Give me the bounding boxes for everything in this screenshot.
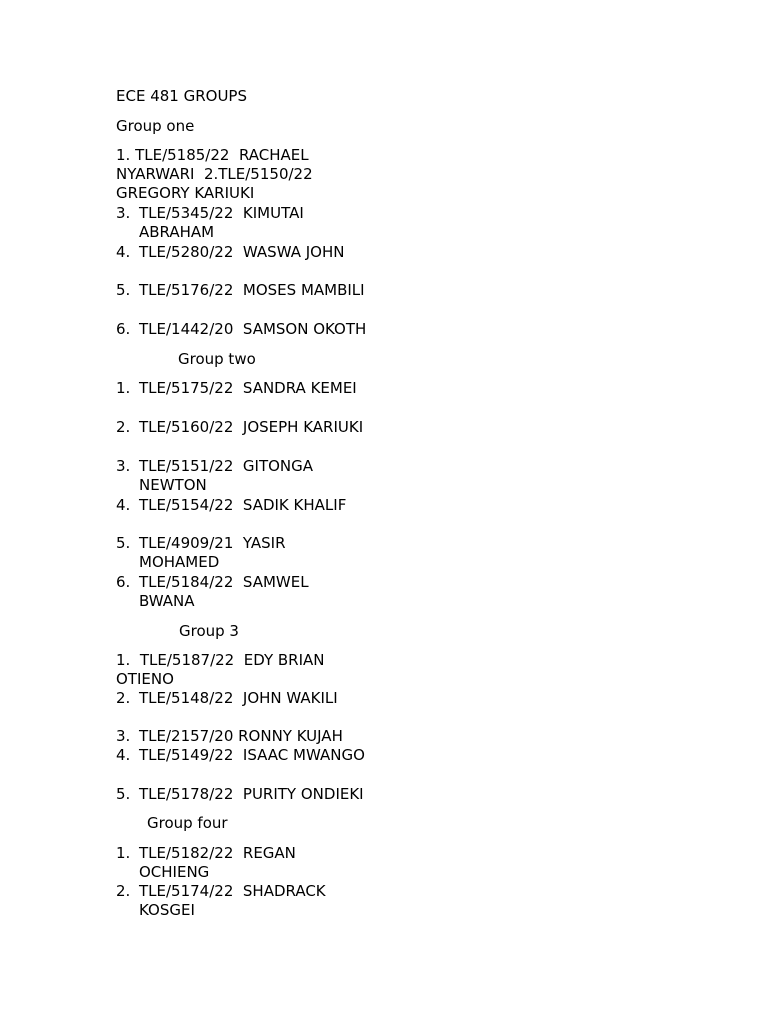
list-item-number: 4.: [116, 746, 131, 764]
list-item: TLE/5148/22 JOHN WAKILI: [139, 689, 338, 707]
list-item-number: 1.: [116, 844, 131, 862]
list-item: TLE/5176/22 MOSES MAMBILI: [139, 281, 365, 299]
list-item-continuation: MOHAMED: [139, 553, 220, 571]
list-item: TLE/5178/22 PURITY ONDIEKI: [139, 785, 364, 803]
list-item-number: 2.: [116, 689, 131, 707]
list-item-continuation: NEWTON: [139, 476, 207, 494]
list-item-number: 4.: [116, 243, 131, 261]
list-item: TLE/5184/22 SAMWEL: [139, 573, 309, 591]
list-item: TLE/5160/22 JOSEPH KARIUKI: [139, 418, 364, 436]
group-one-para-line-3: GREGORY KARIUKI: [116, 184, 255, 202]
group-one-para-line-2: NYARWARI 2.TLE/5150/22: [116, 165, 313, 183]
list-item-continuation: BWANA: [139, 592, 195, 610]
list-item-number: 3.: [116, 457, 131, 475]
list-item-number: 2.: [116, 882, 131, 900]
group-three-heading: Group 3: [179, 622, 239, 640]
list-item-number: 6.: [116, 320, 131, 338]
group-three-para-line-2: OTIENO: [116, 670, 174, 688]
list-item: TLE/1442/20 SAMSON OKOTH: [139, 320, 367, 338]
list-item-number: 5.: [116, 785, 131, 803]
list-item: TLE/2157/20 RONNY KUJAH: [139, 727, 343, 745]
group-three-para-line-1: 1. TLE/5187/22 EDY BRIAN: [116, 651, 325, 669]
list-item: TLE/5149/22 ISAAC MWANGO: [139, 746, 365, 764]
list-item-number: 2.: [116, 418, 131, 436]
group-one-heading: Group one: [116, 117, 195, 135]
list-item-number: 5.: [116, 281, 131, 299]
group-one-para-line-1: 1. TLE/5185/22 RACHAEL: [116, 146, 309, 164]
list-item-continuation: ABRAHAM: [139, 223, 215, 241]
list-item: TLE/4909/21 YASIR: [139, 534, 286, 552]
group-two-heading: Group two: [178, 350, 256, 368]
list-item: TLE/5345/22 KIMUTAI: [139, 204, 304, 222]
document-title: ECE 481 GROUPS: [116, 87, 247, 105]
list-item-number: 3.: [116, 727, 131, 745]
list-item-number: 4.: [116, 496, 131, 514]
list-item: TLE/5174/22 SHADRACK: [139, 882, 326, 900]
group-four-heading: Group four: [147, 814, 228, 832]
list-item-number: 1.: [116, 379, 131, 397]
list-item: TLE/5175/22 SANDRA KEMEI: [139, 379, 357, 397]
list-item: TLE/5182/22 REGAN: [139, 844, 296, 862]
list-item-continuation: KOSGEI: [139, 901, 195, 919]
list-item-number: 6.: [116, 573, 131, 591]
list-item-number: 5.: [116, 534, 131, 552]
list-item: TLE/5151/22 GITONGA: [139, 457, 314, 475]
list-item: TLE/5154/22 SADIK KHALIF: [139, 496, 347, 514]
list-item-number: 3.: [116, 204, 131, 222]
list-item: TLE/5280/22 WASWA JOHN: [139, 243, 345, 261]
list-item-continuation: OCHIENG: [139, 863, 210, 881]
